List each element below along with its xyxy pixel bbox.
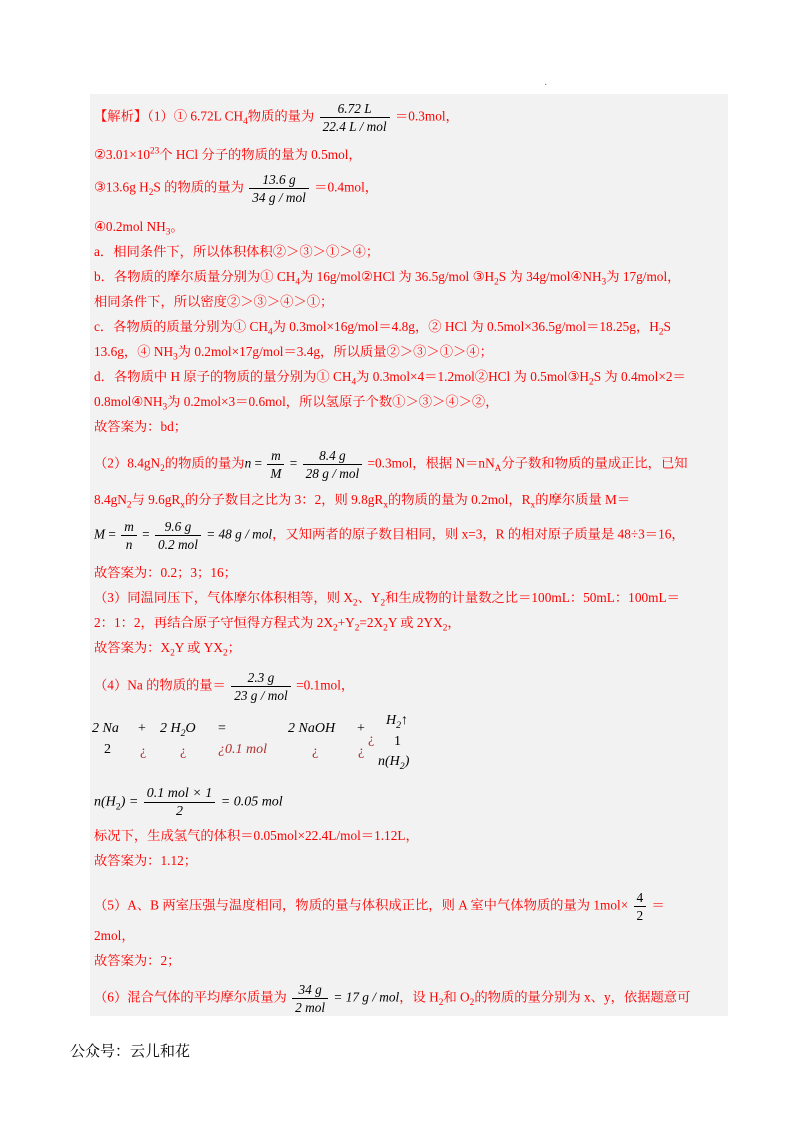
line-14: $8.4gN_2$与 $9.6gR_x$的分子数目之比为 3：2，则 $9.8gR_x$的物质的量为 0.2mol，$R_x$的摩尔质量 M＝ <box>94 492 631 511</box>
line-3: ③13.6g $H_2S$ 的物质的量为 13.6 g 34 g / mol ＝0.4mol， <box>94 172 379 205</box>
line-27: （6）混合气体的平均摩尔质量为 34 g 2 mol = 17 g / mol，设 $H_2$和 $O_2$的物质的量分别为 x、y，依据题意可 <box>94 982 691 1015</box>
line-26: 故答案为：2； <box>94 953 181 968</box>
line-7: 相同条件下，所以密度②＞③＞④＞①； <box>94 294 334 309</box>
line-12: 故答案为：bd； <box>94 419 188 434</box>
line-9: 13.6g，④ $NH_3$为 0.2mol×17g/mol＝3.4g，所以质量②＞③＞①＞④； <box>94 344 493 363</box>
fraction: 6.72 L 22.4 L / mol <box>320 100 390 135</box>
line-22: 标况下，生成氢气的体积＝0.05mol×22.4L/mol＝1.12L， <box>94 828 419 843</box>
fraction: 34 g 2 mol <box>292 981 328 1016</box>
eq-glyph: ¿ <box>368 732 375 747</box>
line-2: $②3.01\times 10^{23}$个 HCl 分子的物质的量为 0.5mol， <box>94 146 362 162</box>
fraction: $\frac{m}{M}$ <box>267 447 284 482</box>
line-11: $0.8mol④NH_3$为 0.2mol×3＝0.6mol，所以氢原子个数①＞③＞④＞②， <box>94 394 499 413</box>
fraction: 2.3 g 23 g / mol <box>231 669 291 704</box>
eq-plus-2: + <box>357 721 365 736</box>
line-16: 故答案为：0.2；3；16； <box>94 565 237 580</box>
eq-n-h2: $n(H_2)$ <box>378 754 410 772</box>
page-mark: · <box>544 80 548 91</box>
eq-coef-2: 2 <box>104 742 111 757</box>
eq-h2: $H_2↑$ <box>386 713 409 731</box>
line-25: 2mol， <box>94 928 135 943</box>
eq-glyph: ¿ <box>358 744 365 759</box>
footer-wechat-account: 公众号：云儿和花 <box>70 1042 191 1060</box>
line-19: 故答案为：$X_2Y$ 或 $YX_2$； <box>94 640 241 659</box>
line-21: $n(H_2)$ = 0.1 mol × 1 2 = 0.05 mol <box>94 786 283 819</box>
eq-glyph: ¿ <box>312 744 319 759</box>
fraction: $\frac{m}{n}$ <box>121 518 137 553</box>
line-15: M = $\frac{m}{n}$ = 9.6 g 0.2 mol = 48 g / mol，又知两者的原子数目相同，则 x=3，R 的相对原子质量是 48÷3＝16， <box>94 519 685 552</box>
eq-mol: ¿0.1 mol <box>218 742 267 757</box>
fraction: 8.4 g 28 g / mol <box>303 447 363 482</box>
eq-h2o: 2 $H_2O$ <box>160 721 196 739</box>
line-4: ④0.2mol $NH_3$。 <box>94 219 184 238</box>
fraction: 9.6 g 0.2 mol <box>155 518 201 553</box>
line-8: c．各物质的质量分别为① $CH_4$为 0.3mol×16g/mol＝4.8g，② HCl 为 0.5mol×36.5g/mol＝18.25g，$H_2S$ <box>94 319 671 338</box>
line-13: $(2)8.4gN_2$的物质的量为n = $\frac{m}{M}$ = 8.4 g 28 g / mol =0.3mol，根据 $N=nN_A$分子数和物质的量成正比，已知 <box>94 448 688 481</box>
eq-plus-1: + <box>138 721 146 736</box>
eq-equals: = <box>218 721 226 736</box>
line-1: 【解析】（1）① 6.72L $CH_4$物质的量为 6.72 L 22.4 L / mol ＝0.3mol， <box>94 101 459 134</box>
fraction: 13.6 g 34 g / mol <box>249 171 309 206</box>
line-20: （4）Na 的物质的量＝ 2.3 g 23 g / mol =0.1mol， <box>94 670 355 703</box>
eq-glyph: ¿ <box>180 744 187 759</box>
line-10: d．各物质中 H 原子的物质的量分别为① $CH_4$为 0.3mol×4＝1.2mol②HCl 为 $0.5mol③H_2S$ 为 0.4mol×2＝ <box>94 369 686 388</box>
line-23: 故答案为：1.12； <box>94 853 198 868</box>
line-17: （3）同温同压下，气体摩尔体积相等，则 $X_2$、$Y_2$和生成物的计量数之比＝100mL：50mL：100mL＝ <box>94 590 680 609</box>
line-18: 2：1：2，再结合原子守恒得方程式为 $2X_2+Y_2=2X_2Y$ 或 $2YX_2$， <box>94 615 461 634</box>
fraction: $\frac{4}{2}$ <box>634 889 647 924</box>
line-24: （5）A、B 两室压强与温度相同，物质的量与体积成正比，则 A 室中气体物质的量为 1mol× $\frac{4}{2}$ ＝ <box>94 890 665 923</box>
line-5: a．相同条件下，所以体积体积②＞③＞①＞④； <box>94 244 380 259</box>
eq-naoh: 2 NaOH <box>288 721 336 736</box>
eq-one: 1 <box>394 734 401 749</box>
fraction: 0.1 mol × 1 2 <box>144 785 215 820</box>
line-6: b．各物质的摩尔质量分别为① $CH_4$为 16g/mol②HCl 为 36.5g/mol $③H_2S$ 为 $34g/mol④NH_3$为 17g/mol， <box>94 269 681 288</box>
eq-glyph: ¿ <box>140 744 147 759</box>
eq-na: 2 Na <box>92 721 119 736</box>
answer-panel <box>90 94 728 1016</box>
